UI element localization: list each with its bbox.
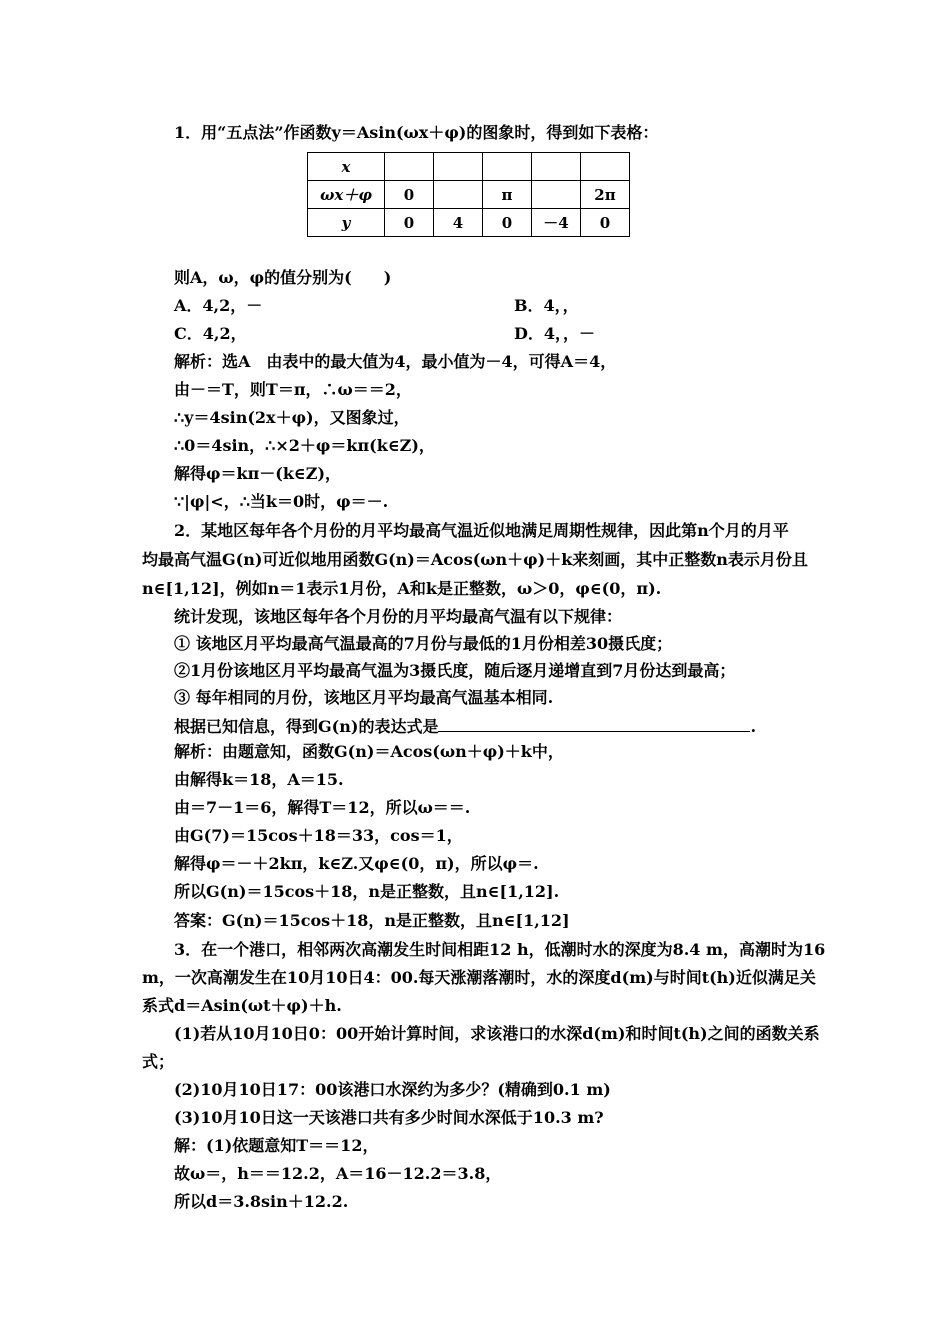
table-cell <box>434 153 483 181</box>
q2-stem-line: n∈[1,12]，例如n＝1表示1月份，A和k是正整数，ω＞0，φ∈(0，π). <box>142 579 662 598</box>
table-cell: 0 <box>385 181 434 209</box>
table-row <box>308 153 630 181</box>
q2-stem-line: 均最高气温G(n)可近似地用函数G(n)＝Acos(ωn＋φ)＋k来刻画，其中正整数n表示月份且 <box>142 550 808 569</box>
q2-solution-line: 由＝7－1＝6，解得T＝12，所以ω＝＝. <box>174 798 471 817</box>
q2-fact-line: ②1月份该地区月平均最高气温为3摄氏度，随后逐月递增直到7月份达到最高； <box>174 661 736 680</box>
q1-option-d: D．4，，－ <box>514 324 596 343</box>
q3-part1-line: 式； <box>142 1052 175 1071</box>
table-cell <box>532 181 581 209</box>
q1-solution-line: ∵|φ|<，∴当k＝0时，φ＝－. <box>174 492 389 511</box>
table-cell: π <box>483 181 532 209</box>
q2-solution-line: 由G(7)＝15cos＋18＝33，cos＝1， <box>174 826 463 845</box>
table-cell <box>532 153 581 181</box>
q1-solution-line: 解析：选A 由表中的最大值为4，最小值为－4，可得A＝4， <box>174 352 617 371</box>
table-cell: 0 <box>483 209 532 237</box>
q1-title: 1．用“五点法”作函数y＝Asin(ωx＋φ)的图象时，得到如下表格： <box>174 123 659 142</box>
q1-solution-line: 由－＝T，则T＝π，∴ω＝＝2， <box>174 380 412 399</box>
q1-question: 则A，ω，φ的值分别为( ) <box>174 268 392 287</box>
q1-solution-line: ∴0＝4sin，∴×2＋φ＝kπ(k∈Z)， <box>174 436 435 455</box>
q1-option-a: A．4,2，－ <box>174 296 263 315</box>
q2-fact-line: ③ 每年相同的月份，该地区月平均最高气温基本相同. <box>174 688 554 707</box>
q3-part3: (3)10月10日这一天该港口共有多少时间水深低于10.3 m? <box>174 1108 604 1127</box>
answer-blank <box>438 713 750 732</box>
q2-solution-line: 所以G(n)＝15cos＋18，n是正整数，且n∈[1,12]. <box>174 882 560 901</box>
q3-solution-line: 故ω＝，h＝＝12.2，A＝16－12.2＝3.8， <box>174 1164 502 1183</box>
q1-option-b: B．4，， <box>514 296 579 315</box>
table-row <box>308 209 630 237</box>
q1-solution-line: 解得φ＝kπ－(k∈Z)， <box>174 464 342 483</box>
q2-solution-line: 由解得k＝18，A＝15. <box>174 770 344 789</box>
q1-option-c: C．4,2， <box>174 324 247 343</box>
q2-ask <box>174 713 756 739</box>
table-cell <box>434 181 483 209</box>
q3-part2: (2)10月10日17：00该港口水深约为多少？(精确到0.1 m) <box>174 1080 611 1099</box>
q2-solution-line: 解得φ＝－＋2kπ，k∈Z.又φ∈(0，π)，所以φ＝. <box>174 854 539 873</box>
q3-solution-line: 所以d＝3.8sin＋12.2. <box>174 1192 349 1211</box>
table-cell: －4 <box>532 209 581 237</box>
table-cell: 0 <box>385 209 434 237</box>
q3-part1-line: (1)若从10月10日0：00开始计算时间，求该港口的水深d(m)和时间t(h)之间的函数关系 <box>174 1024 820 1043</box>
table-row <box>308 181 630 209</box>
q2-answer: 答案：G(n)＝15cos＋18，n是正整数，且n∈[1,12] <box>174 911 570 930</box>
table-cell <box>483 153 532 181</box>
q3-stem-line: 3．在一个港口，相邻两次高潮发生时间相距12 h，低潮时水的深度为8.4 m，高潮时为16 <box>174 940 826 959</box>
table-header-phase: ωx＋φ <box>308 181 385 209</box>
q2-ask-suffix: . <box>750 717 757 736</box>
q2-fact-line: ① 该地区月平均最高气温最高的7月份与最低的1月份相差30摄氏度； <box>174 634 673 653</box>
q3-solution-line: 解：(1)依题意知T＝＝12， <box>174 1136 379 1155</box>
q2-solution-line: 解析：由题意知，函数G(n)＝Acos(ωn＋φ)＋k中， <box>174 742 564 761</box>
table-cell <box>385 153 434 181</box>
table-cell: 0 <box>581 209 630 237</box>
q2-stem-line: 2．某地区每年各个月份的月平均最高气温近似地满足周期性规律，因此第n个月的月平 <box>174 521 789 540</box>
q3-stem-line: m，一次高潮发生在10月10日4：00.每天涨潮落潮时，水的深度d(m)与时间t(h)近似满足关 <box>142 968 816 987</box>
table-cell: 4 <box>434 209 483 237</box>
q2-fact-line: 统计发现，该地区每年各个月份的月平均最高气温有以下规律： <box>174 607 623 626</box>
table-cell <box>581 153 630 181</box>
table-cell: 2π <box>581 181 630 209</box>
table-header-x: x <box>308 153 385 181</box>
q3-stem-line: 系式d＝Asin(ωt＋φ)＋h. <box>142 996 342 1015</box>
q1-solution-line: ∴y＝4sin(2x＋φ)，又图象过， <box>174 408 410 427</box>
table-header-y: y <box>308 209 385 237</box>
q1-table <box>307 152 630 237</box>
q2-ask-prefix: 根据已知信息，得到G(n)的表达式是 <box>174 717 439 736</box>
